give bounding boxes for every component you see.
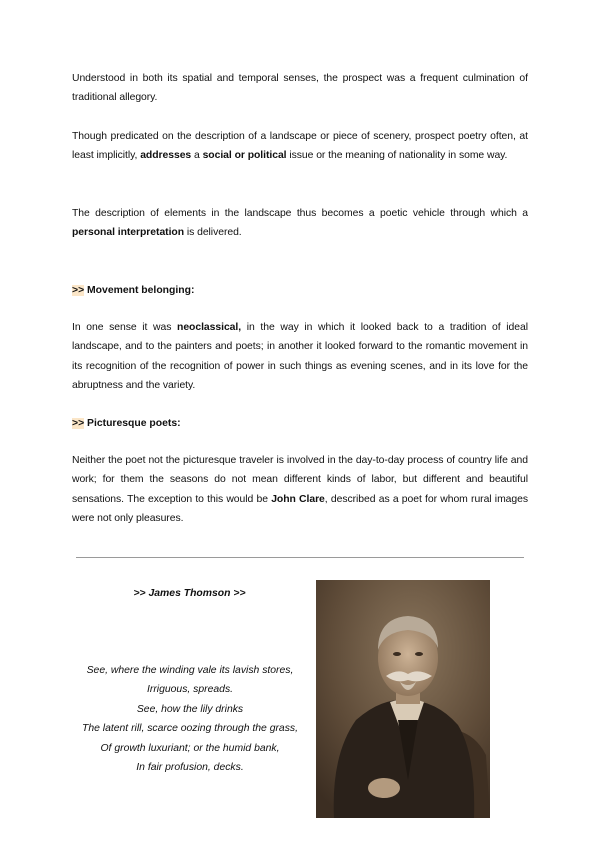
poem-excerpt xyxy=(66,661,314,777)
poem-line: In fair profusion, decks. xyxy=(136,762,244,774)
paragraph-neoclassical: In one sense it was neoclassical, in the way in which it looked back to a tradition of ideal landscape, and to the painters and poets; in another it looked forward to the romantic movement in its recognition of the recognition of power in such things as evening scenes, and in its love for the abruptness and the variety. xyxy=(72,322,528,391)
portrait-illustration xyxy=(316,580,490,818)
poem-line: The latent rill, scarce oozing through the grass, xyxy=(81,723,298,735)
paragraph-prospect: Understood in both its spatial and temporal senses, the prospect was a frequent culmination of traditional allegory. xyxy=(72,73,528,104)
heading-marker: >> xyxy=(72,285,85,296)
paragraph-picturesque: Neither the poet not the picturesque traveler is involved in the day-to-day process of country life and work; for them the seasons do not mean different kinds of labor, but different and beautiful sensations. The exception to this would be John Clare, described as a poet for whom rural images were not only pleasures. xyxy=(72,455,529,524)
poem-line: Irriguous, spreads. xyxy=(146,684,234,696)
poem-line: See, how the lily drinks xyxy=(136,703,244,715)
section-divider xyxy=(76,557,524,558)
paragraph-prospect-poetry: Though predicated on the description of a landscape or piece of scenery, prospect poetry often, at least implicitly, addresses a social or political issue or the meaning of nationality in some way. xyxy=(72,131,528,162)
heading-picturesque-poets: >> Picturesque poets: xyxy=(72,418,181,429)
portrait-photo xyxy=(316,580,490,818)
paragraph-description: The description of elements in the landscape thus becomes a poetic vehicle through which a personal interpretation is delivered. xyxy=(72,208,528,239)
heading-marker: >> xyxy=(72,418,85,429)
poem-line: See, where the winding vale its lavish stores, xyxy=(86,665,294,676)
poem-title: >> James Thomson >> xyxy=(133,588,246,599)
heading-movement-belonging: >> Movement belonging: xyxy=(72,285,195,296)
poem-line: Of growth luxuriant; or the humid bank, xyxy=(100,742,280,754)
